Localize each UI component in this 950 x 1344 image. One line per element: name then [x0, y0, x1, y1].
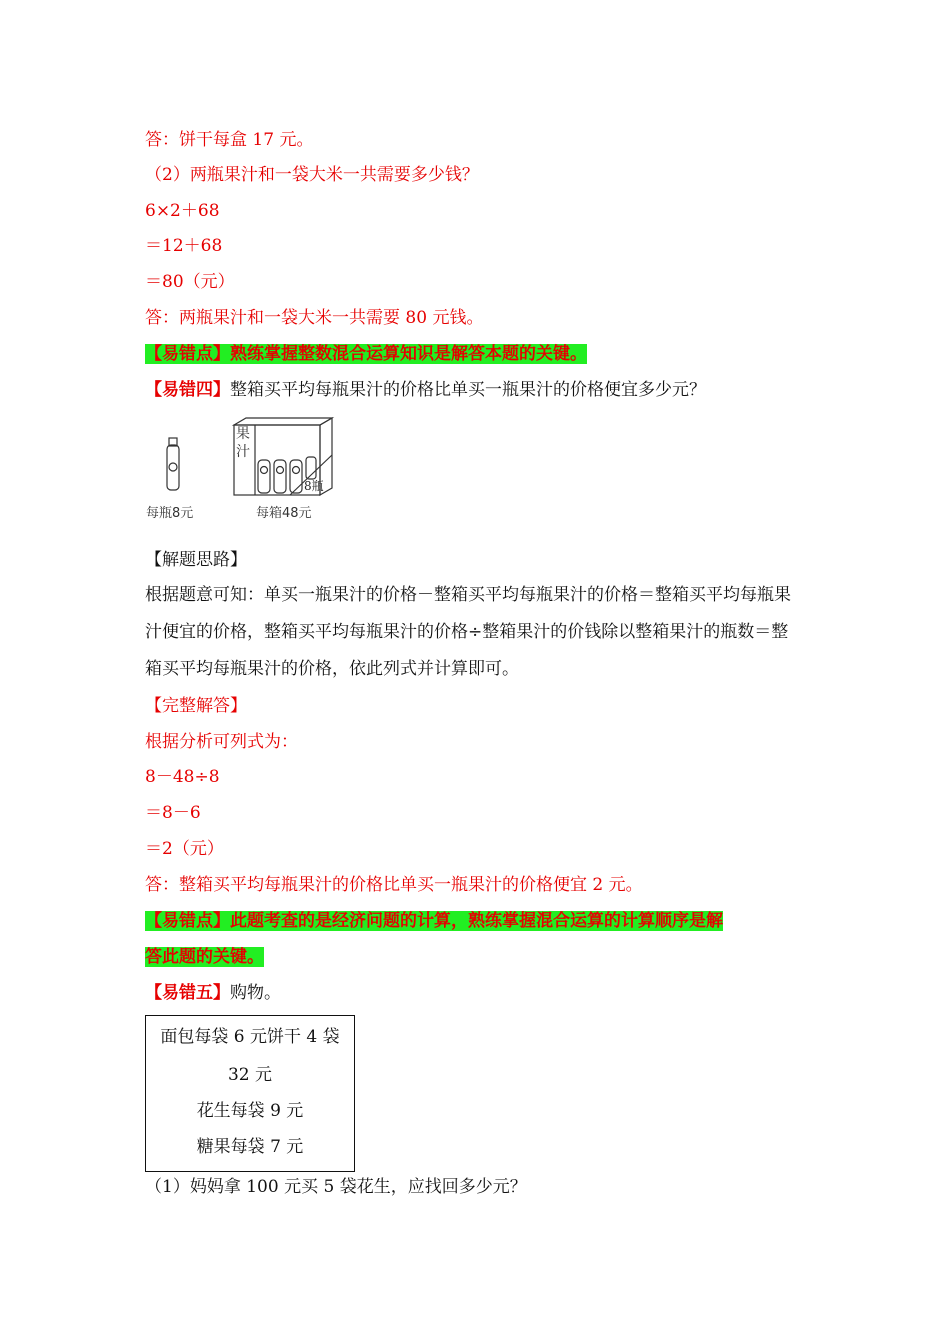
calc-line: 6×2＋68	[145, 201, 220, 221]
price-line: 糖果每袋 7 元	[196, 1137, 304, 1157]
e5-question-1: （1）妈妈拿 100 元买 5 袋花生，应找回多少元？	[145, 1177, 527, 1197]
price-box	[145, 1015, 355, 1172]
calc-line: ＝80（元）	[145, 272, 235, 292]
box-label: 果汁	[236, 426, 250, 460]
calc-line: 8－48÷8	[145, 767, 220, 787]
question-line: （2）两瓶果汁和一袋大米一共需要多少钱？	[145, 165, 479, 185]
e5-tag: 【易错五】	[145, 983, 230, 1003]
box-caption: 每箱48元	[256, 506, 312, 521]
calc-line: ＝12＋68	[145, 236, 223, 256]
e4-question-text: 整箱买平均每瓶果汁的价格比单买一瓶果汁的价格便宜多少元？	[230, 380, 706, 400]
calc-line: ＝2（元）	[145, 839, 224, 859]
tip-line	[145, 343, 587, 365]
bottle-caption: 每瓶8元	[146, 506, 194, 521]
answer-line: 答：饼干每盒 17 元。	[145, 130, 314, 150]
box-count: 8瓶	[304, 479, 324, 493]
e4-tag: 【易错四】	[145, 380, 230, 400]
e5-heading	[145, 982, 281, 1004]
approach-text: 根据题意可知：单买一瓶果汁的价格－整箱买平均每瓶果汁的价格＝整箱买平均每瓶果汁便宜的价格，整箱买平均每瓶果汁的价格÷整箱果汁的价钱除以整箱果汁的瓶数＝整箱买平均每瓶果汁的价格，依此列式并计算即可。	[145, 585, 791, 679]
answer-line: 答：两瓶果汁和一袋大米一共需要 80 元钱。	[145, 308, 484, 328]
answer-line: 答：整箱买平均每瓶果汁的价格比单买一瓶果汁的价格便宜 2 元。	[145, 875, 643, 895]
price-line: 花生每袋 9 元	[196, 1101, 304, 1121]
tip-line	[145, 910, 723, 932]
price-line: 32 元	[227, 1065, 273, 1085]
calc-line: ＝8－6	[145, 803, 201, 823]
tip-line	[145, 946, 264, 968]
tip-highlight: 答此题的关键。	[145, 947, 264, 967]
approach-title: 【解题思路】	[145, 550, 247, 570]
tip-highlight: 【易错点】此题考查的是经济问题的计算，熟练掌握混合运算的计算顺序是解	[145, 911, 723, 931]
full-answer-title: 【完整解答】	[145, 696, 247, 716]
e4-question	[145, 379, 706, 401]
tip-highlight: 【易错点】熟练掌握整数混合运算知识是解答本题的关键。	[145, 344, 587, 364]
e5-title: 购物。	[230, 983, 281, 1003]
price-line: 面包每袋 6 元饼干 4 袋	[160, 1027, 340, 1047]
solution-intro: 根据分析可列式为：	[145, 732, 298, 752]
bottle-icon	[167, 438, 179, 490]
